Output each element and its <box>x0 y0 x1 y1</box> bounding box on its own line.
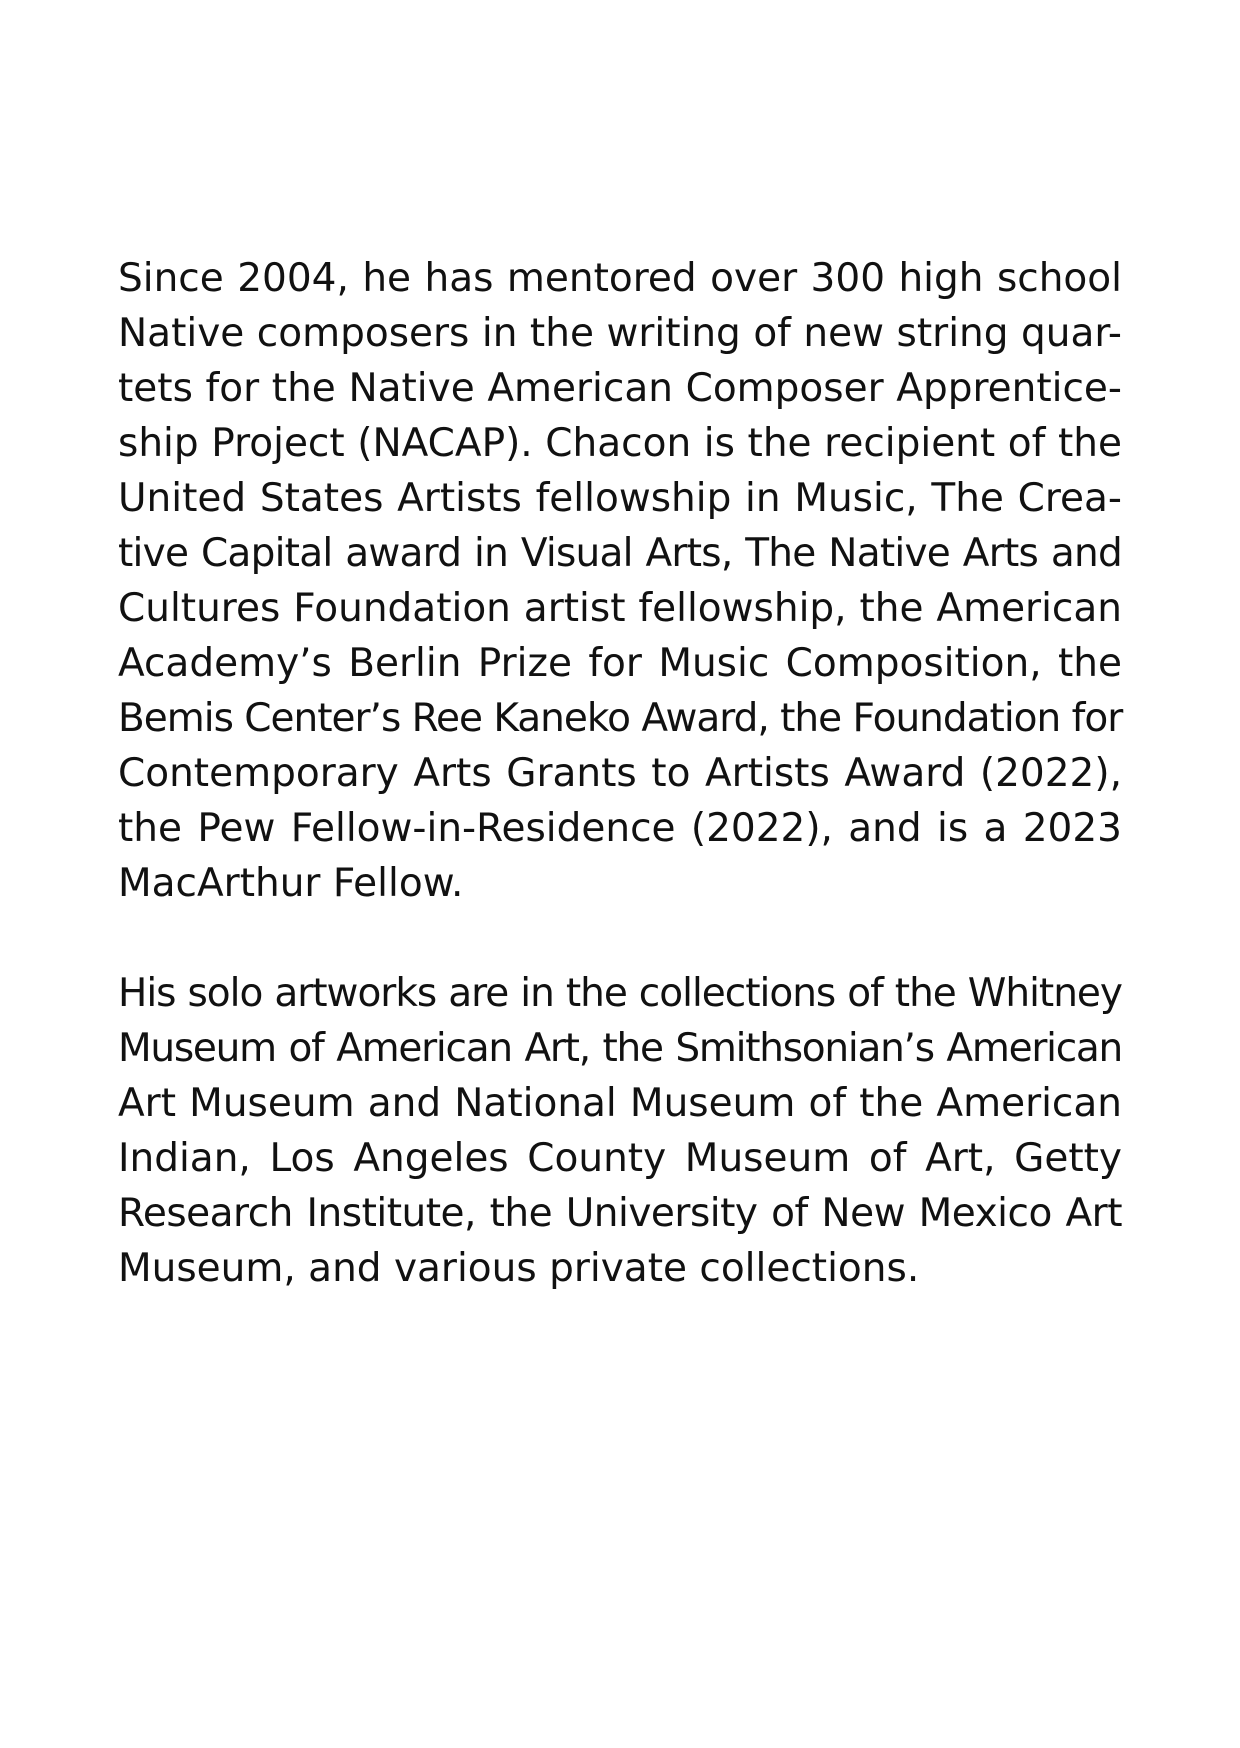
text-line: tive Capital award in Visual Arts, The Native Arts and <box>118 531 1122 576</box>
text-line: Indian, Los Angeles County Museum of Art, Getty <box>118 1136 1122 1181</box>
text-line: tets for the Native American Composer Apprentice- <box>118 366 1122 411</box>
paragraph-mentoring-awards <box>118 251 1122 911</box>
text-line: Native composers in the writing of new string quar- <box>118 311 1122 356</box>
text-line: Since 2004, he has mentored over 300 high school <box>118 256 1122 301</box>
text-line: ship Project (NACAP). Chacon is the recipient of the <box>118 421 1122 466</box>
text-line: the Pew Fellow-in-Residence (2022), and is a 2023 <box>118 806 1122 851</box>
text-line: Museum of American Art, the Smithsonian’s American <box>118 1026 1122 1071</box>
text-line: Art Museum and National Museum of the American <box>118 1081 1122 1126</box>
text-line: United States Artists fellowship in Music, The Crea- <box>118 476 1122 521</box>
text-line: Museum, and various private collections. <box>118 1246 920 1291</box>
text-line: MacArthur Fellow. <box>118 861 464 906</box>
text-line: Bemis Center’s Ree Kaneko Award, the Foundation for <box>118 696 1123 741</box>
text-line: Academy’s Berlin Prize for Music Composition, the <box>118 641 1122 686</box>
text-line: Research Institute, the University of New Mexico Art <box>118 1191 1122 1236</box>
text-line: Contemporary Arts Grants to Artists Award (2022), <box>118 751 1122 796</box>
text-line: His solo artworks are in the collections of the Whitney <box>118 971 1122 1016</box>
paragraph-collections <box>118 966 1122 1296</box>
text-line: Cultures Foundation artist fellowship, the American <box>118 586 1122 631</box>
